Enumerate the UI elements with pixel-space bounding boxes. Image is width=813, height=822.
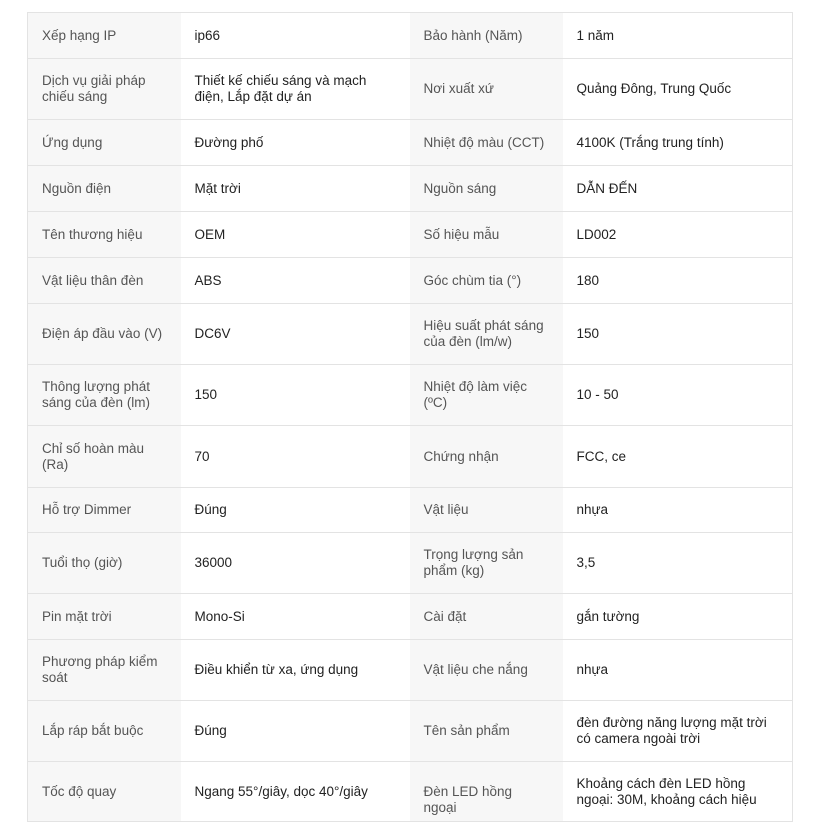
spec-value: 180 — [563, 258, 793, 304]
spec-value: DC6V — [181, 304, 410, 365]
table-row — [28, 365, 793, 426]
spec-value: 4100K (Trắng trung tính) — [563, 120, 793, 166]
spec-value: Thiết kế chiếu sáng và mạch điện, Lắp đặt dự án — [181, 59, 410, 120]
table-row — [28, 166, 793, 212]
spec-label: Chỉ số hoàn màu (Ra) — [28, 426, 181, 488]
spec-value: đèn đường năng lượng mặt trời có camera ngoài trời — [563, 701, 793, 762]
table-row — [28, 120, 793, 166]
spec-value: DẪN ĐẾN — [563, 166, 793, 212]
spec-label: Điện áp đầu vào (V) — [28, 304, 181, 365]
spec-label: Phương pháp kiểm soát — [28, 640, 181, 701]
table-row — [28, 426, 793, 488]
spec-label: Hỗ trợ Dimmer — [28, 488, 181, 533]
spec-value: Đúng — [181, 701, 410, 762]
table-row — [28, 762, 793, 822]
spec-label: Thông lượng phát sáng của đèn (lm) — [28, 365, 181, 426]
spec-value: nhựa — [563, 488, 793, 533]
table-row — [28, 533, 793, 594]
spec-label: Nhiệt độ màu (CCT) — [410, 120, 563, 166]
spec-label: Chứng nhận — [410, 426, 563, 488]
spec-label: Nơi xuất xứ — [410, 59, 563, 120]
spec-value: Mono-Si — [181, 594, 410, 640]
spec-label: Trọng lượng sản phẩm (kg) — [410, 533, 563, 594]
spec-label: Nguồn điện — [28, 166, 181, 212]
spec-value: OEM — [181, 212, 410, 258]
table-row — [28, 258, 793, 304]
spec-value: nhựa — [563, 640, 793, 701]
spec-label: Góc chùm tia (°) — [410, 258, 563, 304]
spec-label: Nguồn sáng — [410, 166, 563, 212]
table-row — [28, 212, 793, 258]
spec-value: 1 năm — [563, 13, 793, 59]
spec-value: Đường phố — [181, 120, 410, 166]
spec-label: Dịch vụ giải pháp chiếu sáng — [28, 59, 181, 120]
spec-label: Số hiệu mẫu — [410, 212, 563, 258]
spec-value: ip66 — [181, 13, 410, 59]
spec-label: Vật liệu thân đèn — [28, 258, 181, 304]
spec-value: Điều khiển từ xa, ứng dụng — [181, 640, 410, 701]
spec-label: Lắp ráp bắt buộc — [28, 701, 181, 762]
spec-label: Bảo hành (Năm) — [410, 13, 563, 59]
table-row — [28, 701, 793, 762]
spec-value: 10 - 50 — [563, 365, 793, 426]
spec-value: 70 — [181, 426, 410, 488]
spec-value: FCC, ce — [563, 426, 793, 488]
spec-label: Tên sản phẩm — [410, 701, 563, 762]
spec-label: Vật liệu — [410, 488, 563, 533]
spec-value: Đúng — [181, 488, 410, 533]
table-row — [28, 594, 793, 640]
spec-label: Nhiệt độ làm việc (ºC) — [410, 365, 563, 426]
spec-label: Tên thương hiệu — [28, 212, 181, 258]
spec-value: ABS — [181, 258, 410, 304]
spec-value: 150 — [563, 304, 793, 365]
spec-label: Đèn LED hồng ngoại — [410, 762, 563, 822]
spec-value: LD002 — [563, 212, 793, 258]
spec-value: Ngang 55°/giây, dọc 40°/giây — [181, 762, 410, 822]
spec-value: 150 — [181, 365, 410, 426]
table-row — [28, 640, 793, 701]
spec-value: gắn tường — [563, 594, 793, 640]
spec-value: Mặt trời — [181, 166, 410, 212]
spec-label: Tốc độ quay — [28, 762, 181, 822]
spec-table — [27, 12, 793, 822]
spec-label: Hiệu suất phát sáng của đèn (lm/w) — [410, 304, 563, 365]
spec-value: Khoảng cách đèn LED hồng ngoại: 30M, khoảng cách hiệu — [563, 762, 793, 822]
spec-value: 36000 — [181, 533, 410, 594]
table-row — [28, 488, 793, 533]
spec-label: Vật liệu che nắng — [410, 640, 563, 701]
spec-label: Pin mặt trời — [28, 594, 181, 640]
spec-label: Ứng dụng — [28, 120, 181, 166]
spec-label: Tuổi thọ (giờ) — [28, 533, 181, 594]
table-row — [28, 59, 793, 120]
spec-value: 3,5 — [563, 533, 793, 594]
table-row — [28, 13, 793, 59]
spec-label: Xếp hạng IP — [28, 13, 181, 59]
table-row — [28, 304, 793, 365]
spec-label: Cài đặt — [410, 594, 563, 640]
spec-value: Quảng Đông, Trung Quốc — [563, 59, 793, 120]
